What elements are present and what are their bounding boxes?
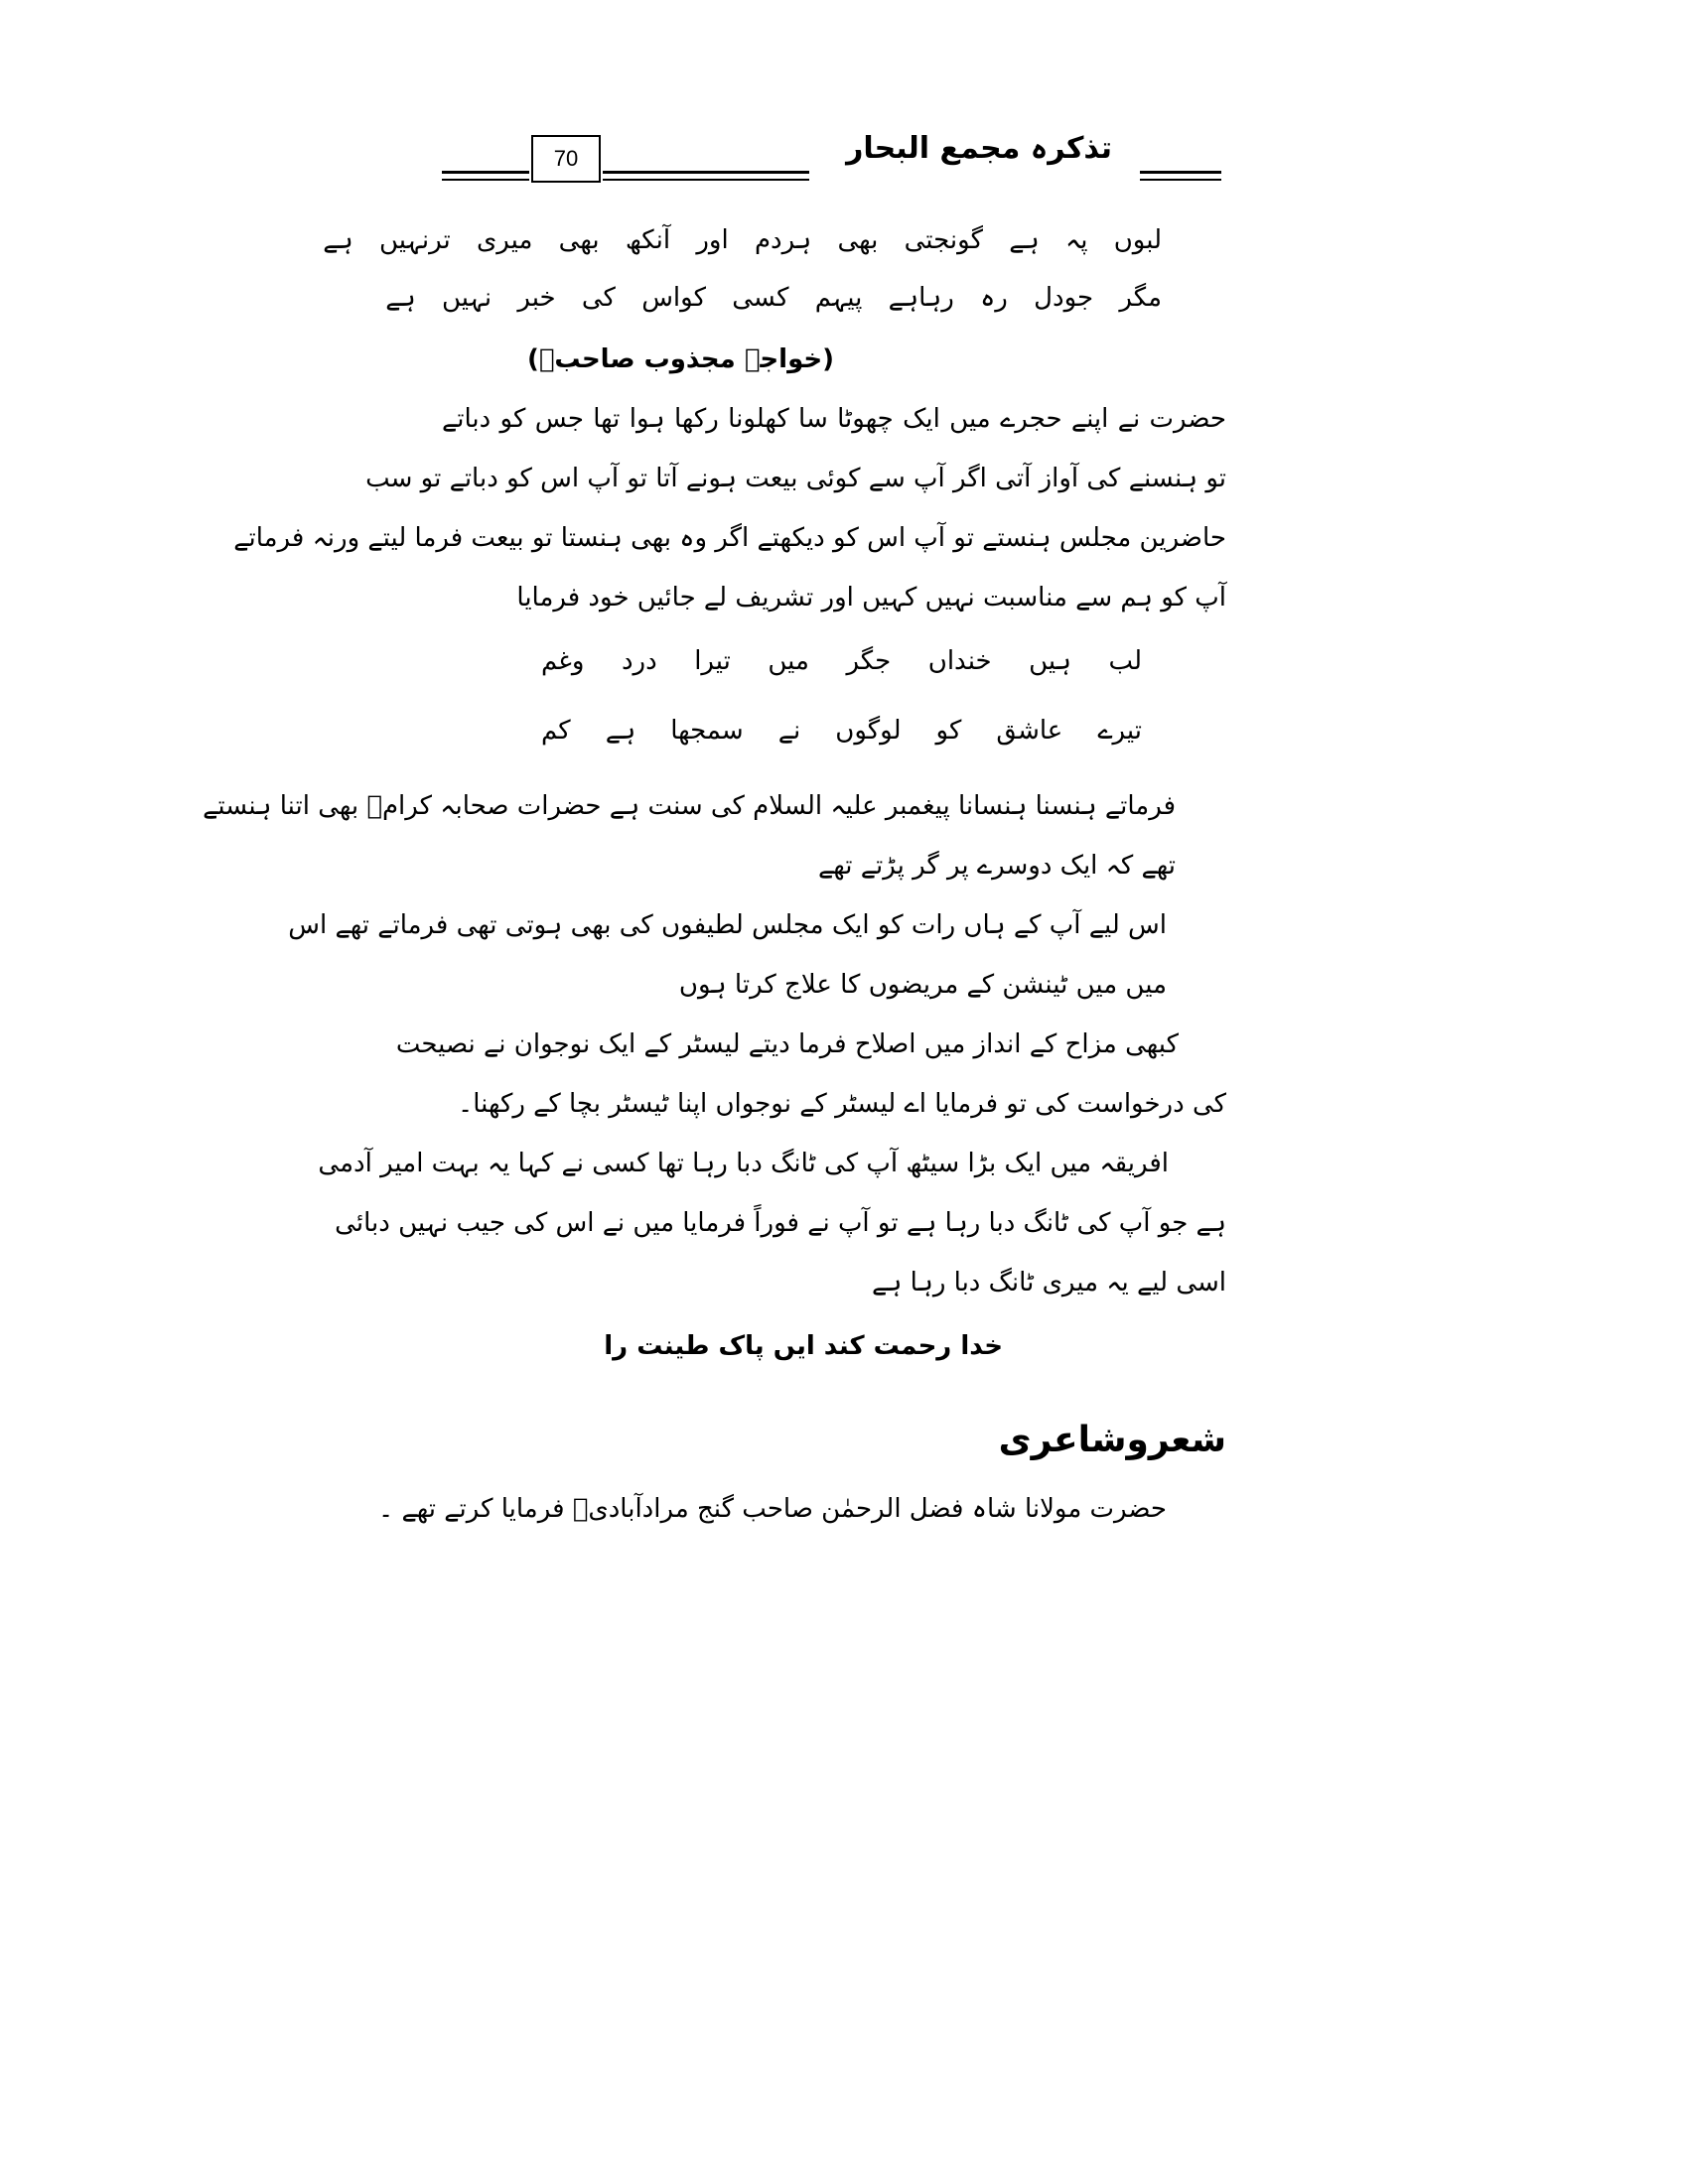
attribution: (خواجہ مجذوب صاحبؒ) [526, 344, 834, 374]
header-rule-middle-bottom [603, 179, 809, 181]
header-rule-left-bottom [442, 179, 529, 181]
section-heading: شعروشاعری [998, 1420, 1226, 1460]
page-number: 70 [531, 135, 601, 183]
persian-verse: خدا رحمت کند ایں پاک طینت را [604, 1331, 1003, 1361]
paragraph-line: کبھی مزاح کے انداز میں اصلاح فرما دیتے لیسٹر کے ایک نوجوان نے نصیحت [395, 1029, 1179, 1059]
paragraph-line: کی درخواست کی تو فرمایا اے لیسٹر کے نوجواں اپنا ٹیسٹر بچا کے رکھنا۔ [457, 1089, 1226, 1119]
paragraph-line: حضرت نے اپنے حجرے میں ایک چھوٹا سا کھلونا رکھا ہوا تھا جس کو دباتے [442, 404, 1226, 434]
verse-line: لبوں پہ ہے گونجتی بھی ہردم اور آنکھ بھی میری ترنہیں ہے [323, 225, 1162, 255]
paragraph-line: اس لیے آپ کے ہاں رات کو ایک مجلس لطیفوں کی بھی ہوتی تھی فرماتے تھے اس [288, 910, 1167, 940]
header-rule-right-top [1140, 171, 1221, 174]
running-title: تذکرہ مجمع البحار [846, 131, 1112, 166]
paragraph-line: میں میں ٹینشن کے مریضوں کا علاج کرتا ہوں [678, 970, 1167, 1000]
paragraph-line: فرماتے ہنسنا ہنسانا پیغمبر علیہ السلام کی سنت ہے حضرات صحابہ کرامؓ بھی اتنا ہنستے [203, 791, 1176, 821]
paragraph-line: تو ہنسنے کی آواز آتی اگر آپ سے کوئی بیعت ہونے آتا تو آپ اس کو دباتے تو سب [365, 464, 1226, 493]
header-rule-right-bottom [1140, 179, 1221, 181]
verse-line: تیرے عاشق کو لوگوں نے سمجھا ہے کم [541, 716, 1142, 746]
paragraph-line: افریقہ میں ایک بڑا سیٹھ آپ کی ٹانگ دبا رہا تھا کسی نے کہا یہ بہت امیر آدمی [318, 1149, 1169, 1178]
paragraph-line: ہے جو آپ کی ٹانگ دبا رہا ہے تو آپ نے فوراً فرمایا میں نے اس کی جیب نہیں دبائی [335, 1208, 1226, 1238]
paragraph-line: حاضرین مجلس ہنستے تو آپ اس کو دیکھتے اگر وہ بھی ہنستا تو بیعت فرما لیتے ورنہ فرماتے [233, 523, 1226, 553]
verse-line: مگر جودل رہ رہاہے پیہم کسی کواس کی خبر نہیں ہے [385, 283, 1162, 313]
closing-line: حضرت مولانا شاہ فضل الرحمٰن صاحب گنج مرادآبادیؒ فرمایا کرتے تھے ۔ [378, 1494, 1167, 1524]
header-rule-left-top [442, 171, 529, 174]
verse-line: لب ہیں خنداں جگر میں تیرا درد وغم [541, 646, 1142, 676]
paragraph-line: آپ کو ہم سے مناسبت نہیں کہیں اور تشریف لے جائیں خود فرمایا [516, 583, 1226, 613]
header-rule-middle-top [603, 171, 809, 174]
paragraph-line: تھے کہ ایک دوسرے پر گر پڑتے تھے [818, 851, 1176, 881]
paragraph-line: اسی لیے یہ میری ٹانگ دبا رہا ہے [871, 1268, 1226, 1297]
